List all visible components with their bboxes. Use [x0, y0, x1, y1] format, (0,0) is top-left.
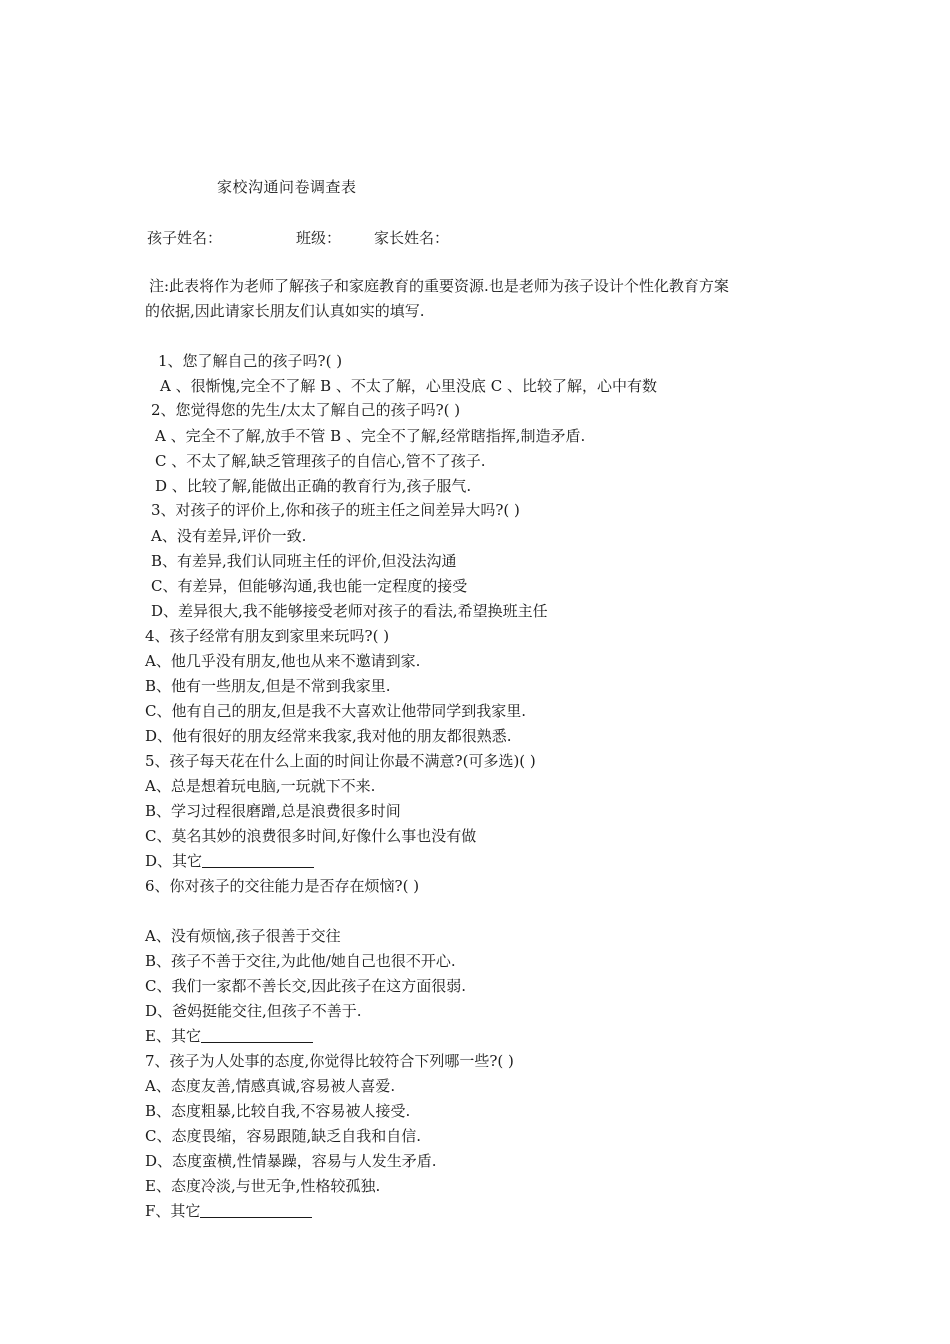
fill-in-blank[interactable] — [200, 1203, 312, 1218]
parent-name-label: 家长姓名： — [374, 229, 450, 247]
question-6-option-e — [145, 1026, 313, 1046]
option-label: E、其它 — [145, 1027, 201, 1045]
question-2: 2、您觉得您的先生/太太了解自己的孩子吗?( ) — [151, 401, 461, 419]
question-7-option-a: A、态度友善,情感真诚,容易被人喜爱. — [145, 1077, 396, 1095]
question-3: 3、对孩子的评价上,你和孩子的班主任之间差异大吗?( ) — [151, 501, 520, 519]
question-7: 7、孩子为人处事的态度,你觉得比较符合下列哪一些?( ) — [145, 1052, 514, 1070]
question-1-options: A 、很惭愧,完全不了解 B 、不太了解，心里没底 C 、比较了解，心中有数 — [160, 377, 657, 395]
instruction-note — [145, 274, 815, 324]
question-3-option-a: A、没有差异,评价一致. — [151, 527, 307, 545]
fill-in-blank[interactable] — [201, 1028, 313, 1043]
question-6-option-c: C、我们一家都不善长交,因此孩子在这方面很弱. — [145, 977, 467, 995]
question-3-option-d: D、差异很大,我不能够接受老师对孩子的看法,希望换班主任 — [151, 602, 548, 620]
question-5-option-d — [145, 851, 314, 871]
question-4-option-a: A、他几乎没有朋友,他也从来不邀请到家. — [145, 652, 421, 670]
question-7-option-d: D、态度蛮横,性情暴躁，容易与人发生矛盾. — [145, 1152, 437, 1170]
note-line-1: 注:此表将作为老师了解孩子和家庭教育的重要资源.也是老师为孩子设计个性化教育方案 — [149, 277, 729, 295]
question-4-option-c: C、他有自己的朋友,但是我不大喜欢让他带同学到我家里. — [145, 702, 527, 720]
question-7-option-b: B、态度粗暴,比较自我,不容易被人接受. — [145, 1102, 411, 1120]
question-2-option-c: C 、不太了解,缺乏管理孩子的自信心,管不了孩子. — [155, 452, 486, 470]
question-2-option-ab: A 、完全不了解,放手不管 B 、完全不了解,经常瞎指挥,制造矛盾. — [155, 427, 586, 445]
question-3-option-c: C、有差异，但能够沟通,我也能一定程度的接受 — [151, 577, 468, 595]
question-5: 5、孩子每天花在什么上面的时间让你最不满意?(可多选)( ) — [145, 752, 536, 770]
question-5-option-c: C、莫名其妙的浪费很多时间,好像什么事也没有做 — [145, 827, 477, 845]
page-title: 家校沟通问卷调查表 — [217, 178, 357, 196]
question-4: 4、孩子经常有朋友到家里来玩吗?( ) — [145, 627, 390, 645]
class-label: 班级： — [296, 229, 342, 247]
child-name-label: 孩子姓名： — [147, 229, 223, 247]
question-6-option-b: B、孩子不善于交往,为此他/她自己也很不开心. — [145, 952, 456, 970]
note-line-2: 的依据,因此请家长朋友们认真如实的填写. — [145, 302, 425, 320]
question-6-option-a: A、没有烦恼,孩子很善于交往 — [145, 927, 341, 945]
question-7-option-c: C、态度畏缩，容易跟随,缺乏自我和自信. — [145, 1127, 422, 1145]
question-7-option-e: E、态度冷淡,与世无争,性格较孤独. — [145, 1177, 381, 1195]
question-6-option-d: D、爸妈挺能交往,但孩子不善于. — [145, 1002, 362, 1020]
question-2-option-d: D 、比较了解,能做出正确的教育行为,孩子服气. — [155, 477, 472, 495]
question-4-option-b: B、他有一些朋友,但是不常到我家里. — [145, 677, 391, 695]
question-7-option-f — [145, 1201, 312, 1221]
question-4-option-d: D、他有很好的朋友经常来我家,我对他的朋友都很熟悉. — [145, 727, 512, 745]
question-1: 1、您了解自己的孩子吗?( ) — [158, 352, 343, 370]
question-5-option-b: B、学习过程很磨蹭,总是浪费很多时间 — [145, 802, 401, 820]
question-6: 6、你对孩子的交往能力是否存在烦恼?( ) — [145, 877, 420, 895]
question-5-option-a: A、总是想着玩电脑,一玩就下不来. — [145, 777, 376, 795]
option-label: F、其它 — [145, 1202, 201, 1220]
fill-in-blank[interactable] — [202, 853, 314, 868]
option-label: D、其它 — [145, 852, 203, 870]
question-3-option-b: B、有差异,我们认同班主任的评价,但没法沟通 — [151, 552, 457, 570]
